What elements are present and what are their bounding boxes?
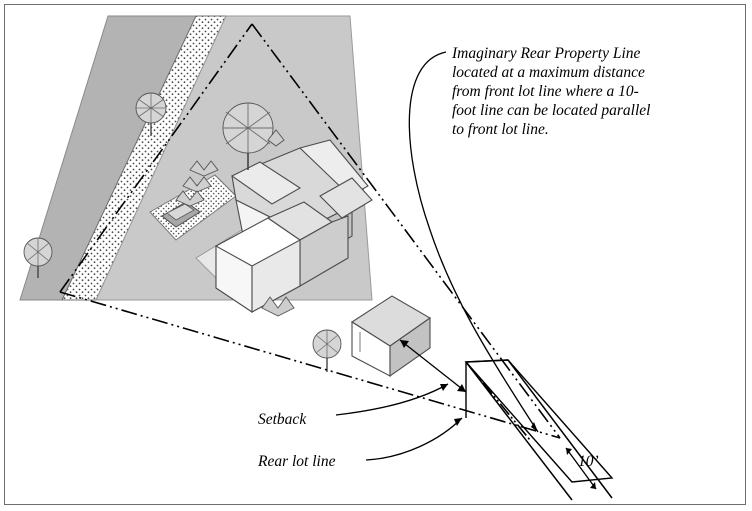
tree-icon xyxy=(313,330,341,372)
accessory-building xyxy=(352,296,430,376)
annotation-rear-lot-line: Rear lot line xyxy=(258,453,336,470)
annotation-setback: Setback xyxy=(258,411,307,428)
annotation-imaginary-rear-property-line: Imaginary Rear Property Line located at a maximum distance from front lot line where a 10-foot line can be located parallel to front lot line. xyxy=(452,45,651,138)
annotation-ten-feet: 10’ xyxy=(578,453,599,470)
